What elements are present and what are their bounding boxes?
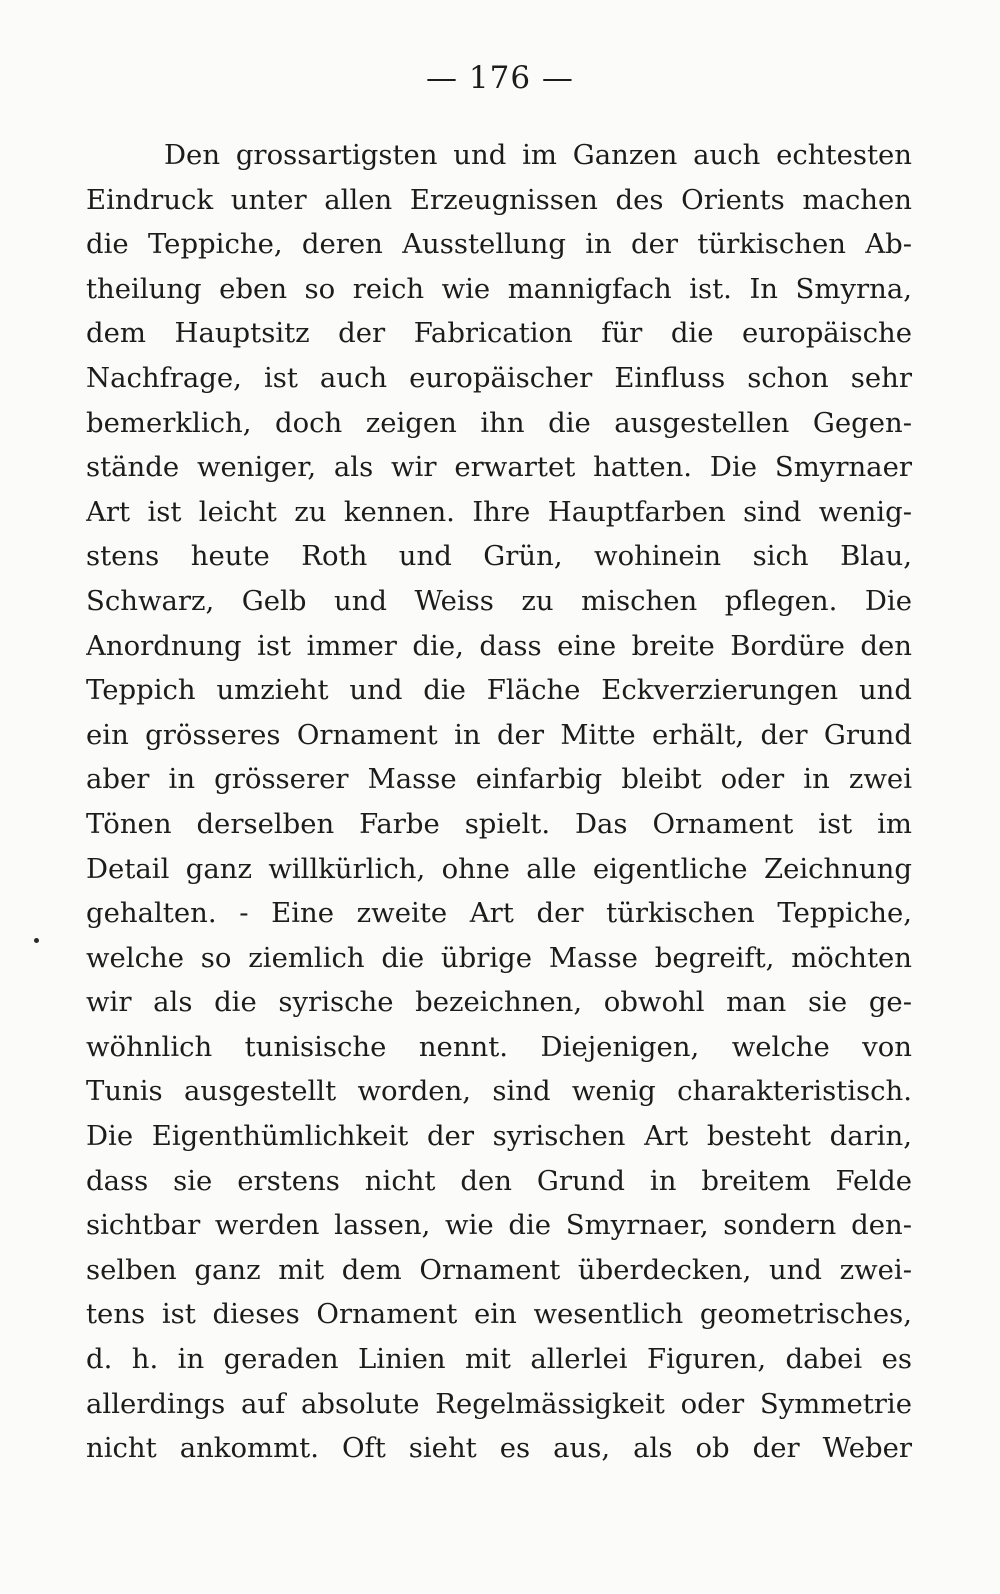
text-line: Tönen derselben Farbe spielt. Das Ornament ist im — [86, 807, 912, 840]
text-line: tens ist dieses Ornament ein wesentlich geometrisches, — [86, 1298, 912, 1331]
body-text — [86, 133, 912, 1471]
text-line: selben ganz mit dem Ornament überdecken, und zwei- — [86, 1253, 912, 1286]
text-line: Eindruck unter allen Erzeugnissen des Orients machen — [86, 183, 912, 216]
text-line: Die Eigenthümlichkeit der syrischen Art besteht darin, — [86, 1120, 912, 1153]
text-line: d. h. in geraden Linien mit allerlei Figuren, dabei es — [86, 1343, 912, 1376]
text-line: Teppich umzieht und die Fläche Eckverzierungen und — [86, 674, 912, 707]
text-line: die Teppiche, deren Ausstellung in der türkischen Ab- — [86, 228, 912, 261]
page-number: — 176 — — [426, 60, 574, 96]
text-line: Art ist leicht zu kennen. Ihre Hauptfarben sind wenig- — [86, 495, 912, 528]
text-line: bemerklich, doch zeigen ihn die ausgestellen Gegen- — [86, 406, 912, 439]
ink-speck — [34, 938, 39, 943]
text-line: Tunis ausgestellt worden, sind wenig charakteristisch. — [86, 1075, 912, 1108]
text-line: stände weniger, als wir erwartet hatten. Die Smyrnaer — [86, 451, 912, 484]
text-line: theilung eben so reich wie mannigfach ist. In Smyrna, — [86, 272, 912, 305]
text-line: dass sie erstens nicht den Grund in breitem Felde — [86, 1164, 912, 1197]
text-line: aber in grösserer Masse einfarbig bleibt oder in zwei — [86, 763, 912, 796]
text-line: wir als die syrische bezeichnen, obwohl man sie ge- — [86, 986, 912, 1019]
text-line: Nachfrage, ist auch europäischer Einfluss schon sehr — [86, 361, 912, 394]
text-line: nicht ankommt. Oft sieht es aus, als ob der Weber — [86, 1432, 912, 1465]
text-line: Detail ganz willkürlich, ohne alle eigentliche Zeichnung — [86, 852, 912, 885]
text-line: Den grossartigsten und im Ganzen auch echtesten — [164, 139, 912, 171]
text-line: allerdings auf absolute Regelmässigkeit oder Symmetrie — [86, 1387, 912, 1420]
text-line: stens heute Roth und Grün, wohinein sich Blau, — [86, 540, 912, 573]
text-line: gehalten. - Eine zweite Art der türkischen Teppiche, — [86, 897, 912, 930]
text-line: dem Hauptsitz der Fabrication für die europäische — [86, 317, 912, 350]
text-line: Anordnung ist immer die, dass eine breite Bordüre den — [86, 629, 912, 662]
text-line: sichtbar werden lassen, wie die Smyrnaer, sondern den- — [86, 1209, 912, 1242]
text-line: ein grösseres Ornament in der Mitte erhält, der Grund — [86, 718, 912, 751]
text-line: Schwarz, Gelb und Weiss zu mischen pflegen. Die — [86, 584, 912, 617]
text-line: welche so ziemlich die übrige Masse begreift, möchten — [86, 941, 912, 974]
text-line: wöhnlich tunisische nennt. Diejenigen, welche von — [86, 1030, 912, 1063]
